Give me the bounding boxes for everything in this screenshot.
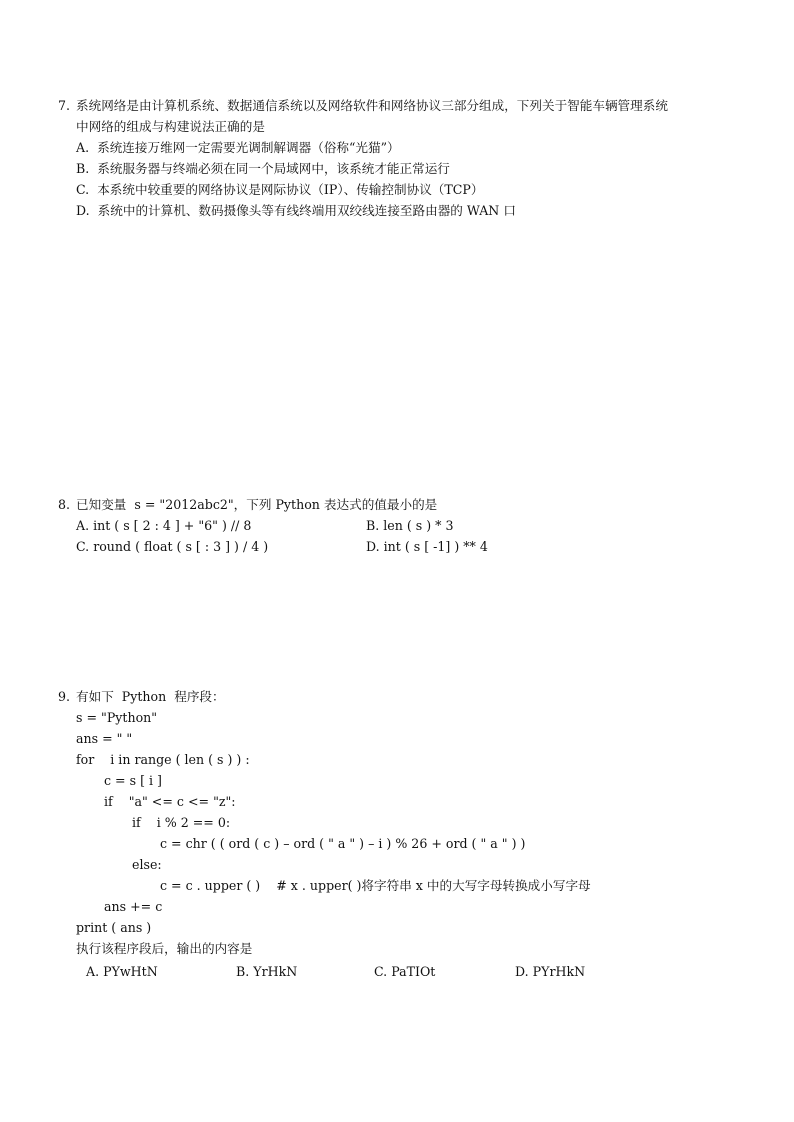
code-line: ans += c bbox=[104, 899, 163, 914]
question-number: 7. bbox=[58, 98, 71, 113]
code-line: else: bbox=[132, 857, 162, 872]
option-d: D. int ( s [ -1] ) ** 4 bbox=[366, 539, 488, 554]
option-b: B. 系统服务器与终端必须在同一个局域网中，该系统才能正常运行 bbox=[76, 161, 450, 176]
question-number: 9. bbox=[58, 689, 71, 704]
code-line: c = s [ i ] bbox=[104, 773, 162, 788]
code-line: for i in range ( len ( s ) ) : bbox=[76, 752, 250, 767]
code-line: if i % 2 == 0: bbox=[132, 815, 231, 830]
option-a: A. PYwHtN bbox=[86, 964, 158, 979]
question-stem-line-2: 中网络的组成与构建说法正确的是 bbox=[76, 119, 265, 134]
option-c: C. PaTIOt bbox=[374, 964, 436, 979]
option-a: A. 系统连接万维网一定需要光调制解调器（俗称“光猫”） bbox=[76, 140, 400, 155]
option-d: D. 系统中的计算机、数码摄像头等有线终端用双绞线连接至路由器的 WAN 口 bbox=[76, 203, 516, 218]
question-number: 8. bbox=[58, 497, 71, 512]
code-line: print ( ans ) bbox=[76, 920, 152, 935]
question-stem-line-1: 系统网络是由计算机系统、数据通信系统以及网络软件和网络协议三部分组成，下列关于智能车辆管理系统 bbox=[76, 98, 668, 113]
question-stem: 有如下 Python 程序段： bbox=[76, 689, 225, 704]
code-line: c = c . upper ( ) # x . upper( )将字符串 x 中的大写字母转换成小写字母 bbox=[160, 878, 591, 893]
option-b: B. len ( s ) * 3 bbox=[366, 518, 454, 533]
option-c: C. round ( float ( s [ : 3 ] ) / 4 ) bbox=[76, 539, 269, 554]
option-d: D. PYrHkN bbox=[515, 964, 586, 979]
code-line: c = chr ( ( ord ( c ) – ord ( " a " ) – i ) % 26 + ord ( " a " ) ) bbox=[160, 836, 526, 851]
option-b: B. YrHkN bbox=[236, 964, 298, 979]
question-stem: 已知变量 s = "2012abc2"，下列 Python 表达式的值最小的是 bbox=[76, 497, 438, 512]
code-line: if "a" <= c <= "z": bbox=[104, 794, 236, 809]
option-a: A. int ( s [ 2 : 4 ] + "6" ) // 8 bbox=[76, 518, 252, 533]
code-line: ans = " " bbox=[76, 731, 133, 746]
code-line: s = "Python" bbox=[76, 710, 158, 725]
question-prompt: 执行该程序段后，输出的内容是 bbox=[76, 941, 253, 956]
option-c: C. 本系统中较重要的网络协议是网际协议（IP）、传输控制协议（TCP） bbox=[76, 182, 484, 197]
